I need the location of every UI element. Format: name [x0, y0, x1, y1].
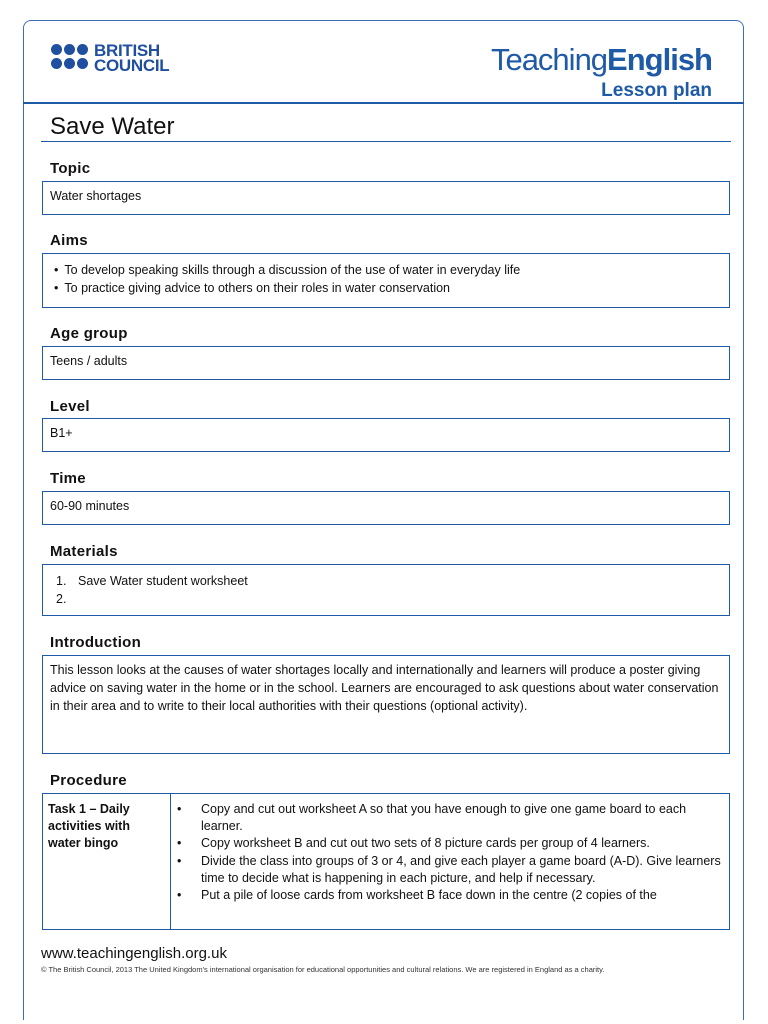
footer-url: www.teachingenglish.org.uk	[41, 945, 227, 962]
british-council-logo	[51, 43, 169, 73]
time-box	[42, 491, 730, 525]
materials-box	[42, 564, 730, 616]
topic-label: Topic	[50, 160, 91, 177]
brand-part-2: English	[607, 42, 712, 77]
aims-box	[42, 253, 730, 308]
procedure-step: • Divide the class into groups of 3 or 4, and give each player a game board (A-D). Give learners time to decide what is happening in each picture, and help if necessary.	[175, 853, 721, 887]
procedure-step: • Copy worksheet B and cut out two sets of 8 picture cards per group of 4 learners.	[175, 835, 721, 852]
teaching-english-logo	[491, 42, 712, 78]
procedure-step: • Copy and cut out worksheet A so that you have enough to give one game board to each learner.	[175, 801, 721, 835]
british-council-dots-icon	[51, 44, 88, 69]
aim-item: • To develop speaking skills through a discussion of the use of water in everyday life	[54, 261, 722, 279]
lesson-plan-subtitle: Lesson plan	[601, 80, 712, 101]
level-text: B1+	[50, 426, 73, 440]
procedure-label: Procedure	[50, 772, 127, 789]
logo-line-1: BRITISH	[94, 41, 160, 60]
task-title: Task 1 – Daily activities with water bingo	[43, 794, 171, 929]
age-group-box	[42, 346, 730, 380]
time-label: Time	[50, 470, 86, 487]
introduction-box	[42, 655, 730, 754]
brand-part-1: Teaching	[490, 42, 608, 77]
introduction-text: This lesson looks at the causes of water shortages locally and internationally and learners will produce a poster giving advice on saving water in the home or in the school. Learners are encouraged to ask questions about water conservation in their area and to write to their local authorities with their questions (optional activity).	[50, 663, 719, 713]
procedure-step: • Put a pile of loose cards from worksheet B face down in the centre (2 copies of the	[175, 887, 721, 904]
age-group-text: Teens / adults	[50, 354, 128, 368]
task-steps	[171, 794, 729, 929]
topic-text: Water shortages	[50, 189, 142, 203]
footer-copyright: © The British Council, 2013 The United Kingdom's international organisation for educational opportunities and cultural relations. We are registered in England as a charity.	[41, 965, 605, 974]
material-item: 2.	[56, 592, 67, 606]
level-box	[42, 418, 730, 452]
level-label: Level	[50, 398, 90, 415]
aim-item: • To practice giving advice to others on their roles in water conservation	[54, 279, 722, 297]
time-text: 60-90 minutes	[50, 499, 130, 513]
topic-box	[42, 181, 730, 215]
age-group-label: Age group	[50, 325, 128, 342]
procedure-table	[42, 793, 730, 930]
header-divider	[23, 102, 744, 104]
page-title: Save Water	[50, 113, 175, 140]
introduction-label: Introduction	[50, 634, 142, 651]
title-divider	[41, 141, 731, 142]
logo-line-2: COUNCIL	[94, 56, 170, 75]
material-item: 1. Save Water student worksheet	[56, 574, 248, 588]
materials-label: Materials	[50, 543, 118, 560]
aims-label: Aims	[50, 232, 88, 249]
